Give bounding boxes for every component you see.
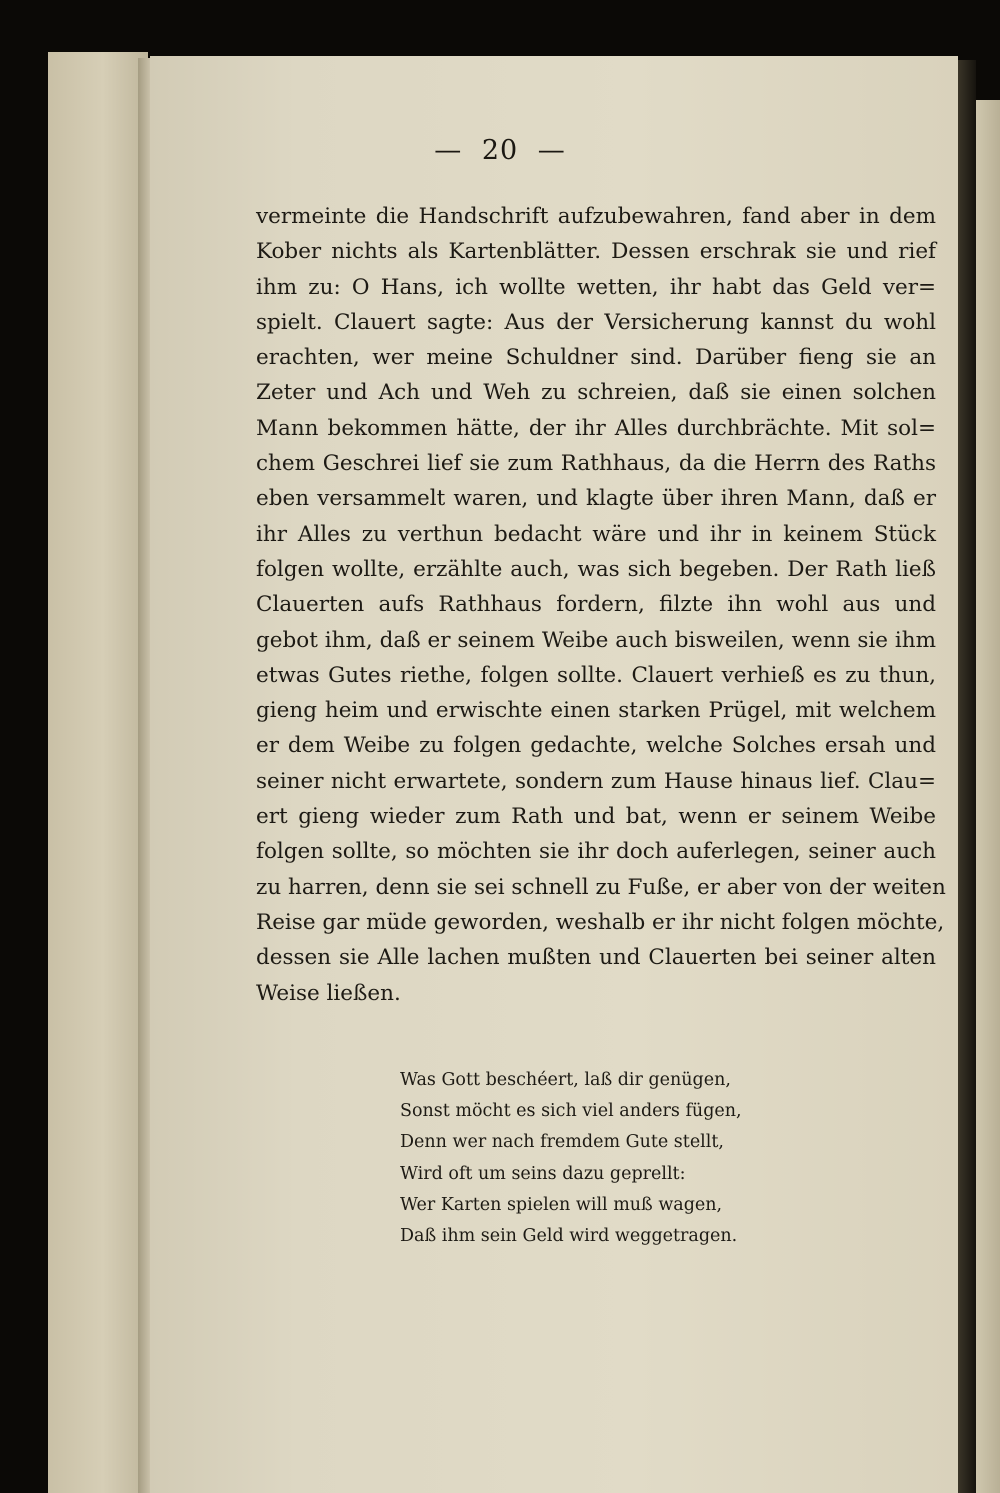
verse-line: Daß ihm sein Geld wird weggetragen. xyxy=(400,1226,738,1247)
verse-line: Wird oft um seins dazu geprellt: xyxy=(400,1163,686,1184)
text-line: er dem Weibe zu folgen gedachte, welche Solches ersah und xyxy=(256,733,936,759)
page-number: 20 xyxy=(481,135,519,166)
text-line: Kober nichts als Kartenblätter. Dessen erschrak sie und rief xyxy=(256,239,936,265)
verse-line: Sonst möcht es sich viel anders fügen, xyxy=(400,1101,742,1122)
text-line: dessen sie Alle lachen mußten und Clauerten bei seiner alten xyxy=(256,945,936,971)
page-header xyxy=(0,135,1000,166)
text-line: chem Geschrei lief sie zum Rathhaus, da die Herrn des Raths xyxy=(256,451,936,477)
verse-line: Was Gott beschéert, laß dir genügen, xyxy=(400,1070,731,1090)
text-line: Zeter und Ach und Weh zu schreien, daß sie einen solchen xyxy=(256,380,936,406)
text-line: spielt. Clauert sagte: Aus der Versicherung kannst du wohl xyxy=(256,309,936,335)
header-dash-right: — xyxy=(537,135,566,166)
text-line: ihr Alles zu verthun bedacht wäre und ihr in keinem Stück xyxy=(256,521,936,547)
previous-page-edge xyxy=(48,52,148,1493)
body-paragraph xyxy=(256,199,946,1011)
text-line: etwas Gutes riethe, folgen sollte. Clauert verhieß es zu thun, xyxy=(256,662,936,688)
text-line: eben versammelt waren, und klagte über ihren Mann, daß er xyxy=(256,486,936,512)
text-line: erachten, wer meine Schuldner sind. Darüber fieng sie an xyxy=(256,345,936,371)
text-line: Mann bekommen hätte, der ihr Alles durchbrächte. Mit sol= xyxy=(256,415,936,441)
verse-line: Denn wer nach fremdem Gute stellt, xyxy=(400,1132,724,1153)
text-line: vermeinte die Handschrift aufzubewahren, fand aber in dem xyxy=(256,204,936,229)
verse-block xyxy=(400,1065,840,1252)
text-line: zu harren, denn sie sei schnell zu Fuße, er aber von der weiten xyxy=(256,874,946,900)
next-page-edge xyxy=(976,100,1000,1493)
text-line: gieng heim und erwischte einen starken Prügel, mit welchem xyxy=(256,698,936,724)
text-line: seiner nicht erwartete, sondern zum Hause hinaus lief. Clau= xyxy=(256,768,936,794)
text-line: folgen sollte, so möchten sie ihr doch auferlegen, seiner auch xyxy=(256,839,936,865)
text-line: folgen wollte, erzählte auch, was sich begeben. Der Rath ließ xyxy=(256,556,936,582)
verse-line: Wer Karten spielen will muß wagen, xyxy=(400,1194,723,1215)
text-line: Weise ließen. xyxy=(256,980,401,1006)
text-line: Clauerten aufs Rathhaus fordern, filzte ihn wohl aus und xyxy=(256,592,936,618)
text-line: gebot ihm, daß er seinem Weibe auch bisweilen, wenn sie ihm xyxy=(256,627,936,653)
text-line: ert gieng wieder zum Rath und bat, wenn er seinem Weibe xyxy=(256,804,936,830)
header-dash-left: — xyxy=(434,135,463,166)
text-line: ihm zu: O Hans, ich wollte wetten, ihr habt das Geld ver= xyxy=(256,274,936,300)
text-line: Reise gar müde geworden, weshalb er ihr nicht folgen möchte, xyxy=(256,909,945,935)
book-fore-edge-shadow xyxy=(958,60,976,1493)
